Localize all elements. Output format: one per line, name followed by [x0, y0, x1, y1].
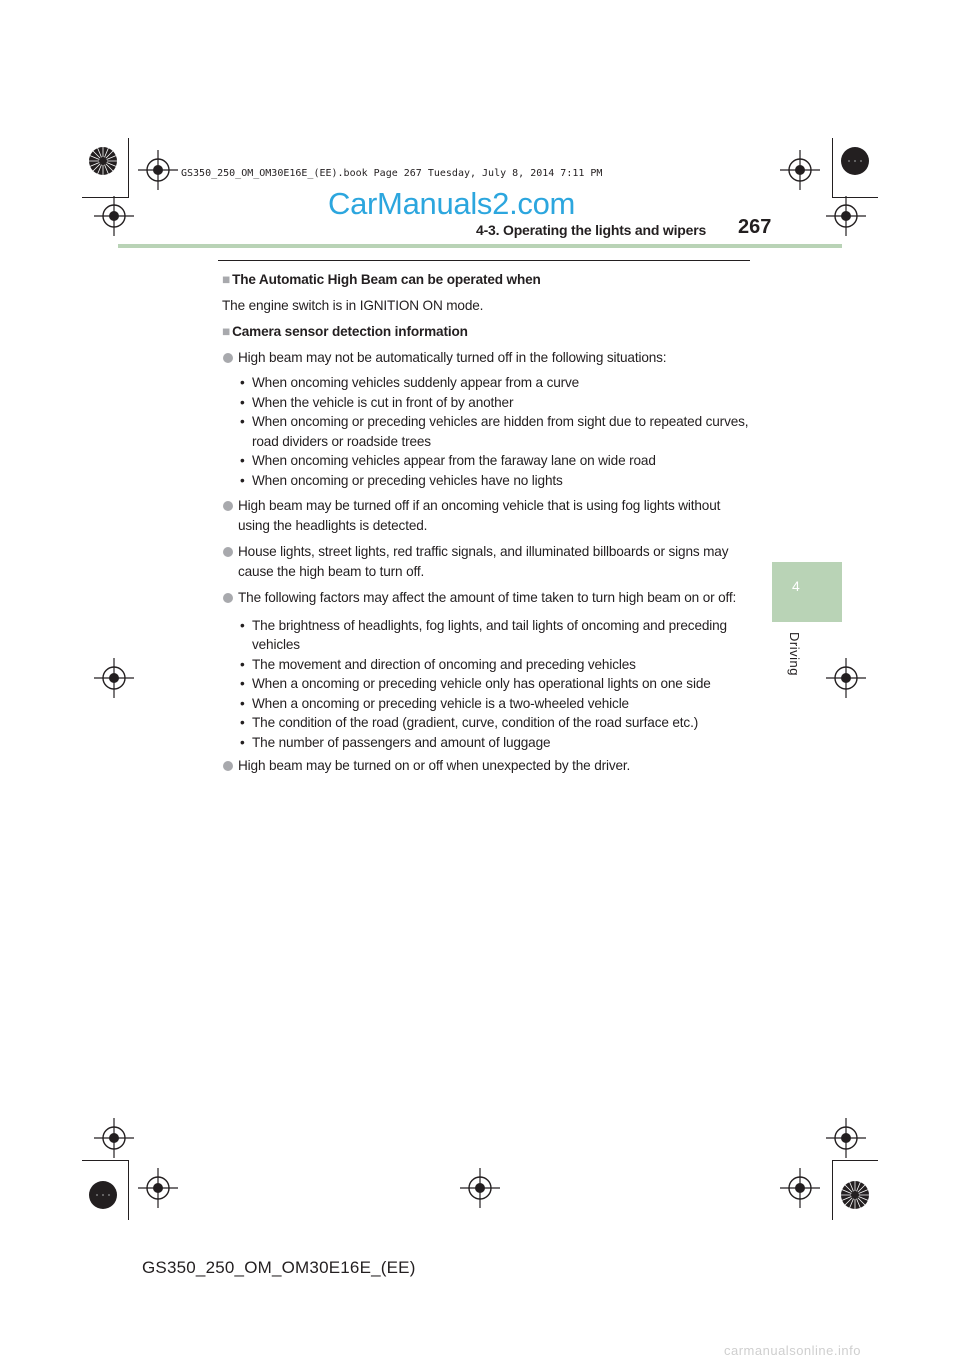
sub-bullet-mark: •	[240, 695, 245, 711]
list-item	[222, 588, 752, 608]
color-dial-icon	[88, 146, 118, 176]
chapter-label: Driving	[787, 632, 802, 676]
list-item	[222, 756, 752, 776]
crop-line	[82, 1160, 128, 1161]
page-number: 267	[738, 216, 772, 238]
list-item	[222, 496, 752, 535]
heading-square-icon: ■	[222, 324, 231, 339]
sub-list-item-text: When oncoming or preceding vehicles have no lights	[252, 472, 563, 488]
registration-target-icon	[94, 1118, 134, 1158]
sub-list	[222, 616, 752, 753]
sub-list-item	[222, 674, 752, 694]
sub-bullet-mark: •	[240, 656, 245, 672]
header-rule	[118, 244, 842, 248]
sub-list-item	[222, 451, 752, 471]
sub-list-item-text: The number of passengers and amount of luggage	[252, 734, 551, 750]
list-item	[222, 542, 752, 581]
color-dial-icon	[840, 146, 870, 176]
registration-target-icon	[826, 1118, 866, 1158]
heading-square-icon: ■	[222, 272, 231, 287]
document-code: GS350_250_OM_OM30E16E_(EE)	[142, 1258, 416, 1277]
sub-bullet-mark: •	[240, 453, 245, 468]
sub-list-item-text: The movement and direction of oncoming and preceding vehicles	[252, 656, 636, 672]
content-rule	[218, 260, 750, 261]
chapter-number: 4	[792, 578, 800, 594]
bullet-dot-icon	[223, 593, 233, 603]
page-content	[222, 270, 752, 776]
sub-list-item	[222, 694, 752, 714]
sub-list-item	[222, 373, 752, 393]
list-item-text: High beam may not be automatically turned off in the following situations:	[238, 349, 667, 365]
registration-target-icon	[826, 658, 866, 698]
sub-bullet-mark: •	[240, 676, 245, 691]
sub-list-item	[222, 616, 752, 655]
chapter-tab	[772, 562, 842, 622]
heading-text: Camera sensor detection information	[232, 324, 468, 339]
crop-line	[832, 1160, 878, 1161]
sub-list-item-text: The brightness of headlights, fog lights, and tail lights of oncoming and preceding vehicles	[252, 617, 727, 652]
list-item-text: High beam may be turned off if an oncoming vehicle that is using fog lights without using the headlights is detected.	[238, 498, 721, 533]
crop-line	[128, 138, 129, 198]
bullet-dot-icon	[223, 547, 233, 557]
registration-target-icon	[138, 1168, 178, 1208]
crop-line	[128, 1160, 129, 1220]
sub-list-item-text: When a oncoming or preceding vehicle is a two-wheeled vehicle	[252, 695, 629, 711]
bullet-dot-icon	[223, 353, 233, 363]
section-heading	[222, 270, 752, 290]
sub-bullet-mark: •	[240, 375, 245, 390]
sub-list-item	[222, 412, 752, 451]
file-stamp: GS350_250_OM_OM30E16E_(EE).book Page 267 Tuesday, July 8, 2014 7:11 PM	[181, 168, 603, 179]
site-watermark: carmanualsonline.info	[724, 1343, 861, 1358]
sub-bullet-mark: •	[240, 472, 245, 488]
list-item-text: House lights, street lights, red traffic signals, and illuminated billboards or signs may cause the high beam to turn off.	[238, 544, 729, 579]
sub-bullet-mark: •	[240, 394, 245, 410]
sub-bullet-mark: •	[240, 617, 245, 633]
sub-list-item	[222, 471, 752, 491]
sub-list-item-text: When oncoming vehicles appear from the faraway lane on wide road	[252, 453, 656, 468]
crop-line	[832, 138, 833, 198]
registration-target-icon	[780, 150, 820, 190]
sub-list-item-text: When the vehicle is cut in front of by another	[252, 394, 514, 410]
color-dial-icon	[840, 1180, 870, 1210]
crop-line	[832, 1160, 833, 1220]
registration-target-icon	[826, 196, 866, 236]
sub-bullet-mark: •	[240, 734, 245, 750]
sub-bullet-mark: •	[240, 414, 245, 429]
paragraph: The engine switch is in IGNITION ON mode.	[222, 297, 484, 313]
watermark: CarManuals2.com	[328, 186, 576, 221]
sub-list-item	[222, 655, 752, 675]
bullet-dot-icon	[223, 501, 233, 511]
sub-bullet-mark: •	[240, 715, 245, 730]
sub-list-item	[222, 733, 752, 753]
list-item	[222, 348, 752, 368]
registration-target-icon	[94, 658, 134, 698]
sub-list-item	[222, 393, 752, 413]
list-item-text: High beam may be turned on or off when unexpected by the driver.	[238, 758, 631, 773]
list-item-text: The following factors may affect the amount of time taken to turn high beam on or off:	[238, 590, 737, 605]
registration-target-icon	[780, 1168, 820, 1208]
bullet-dot-icon	[223, 761, 233, 771]
sub-list-item-text: When oncoming vehicles suddenly appear from a curve	[252, 375, 580, 390]
sub-list-item-text: When oncoming or preceding vehicles are hidden from sight due to repeated curves, road dividers or roadside trees	[252, 414, 749, 449]
sub-list-item	[222, 713, 752, 733]
registration-target-icon	[94, 196, 134, 236]
sub-list-item-text: When a oncoming or preceding vehicle only has operational lights on one side	[252, 676, 711, 691]
registration-target-icon	[138, 150, 178, 190]
heading-text: The Automatic High Beam can be operated when	[232, 272, 541, 287]
sub-list-item-text: The condition of the road (gradient, curve, condition of the road surface etc.)	[252, 715, 699, 730]
sub-list	[222, 373, 752, 490]
section-title: 4-3. Operating the lights and wipers	[476, 222, 707, 238]
color-dial-icon	[88, 1180, 118, 1210]
section-heading	[222, 322, 752, 342]
registration-target-icon	[460, 1168, 500, 1208]
